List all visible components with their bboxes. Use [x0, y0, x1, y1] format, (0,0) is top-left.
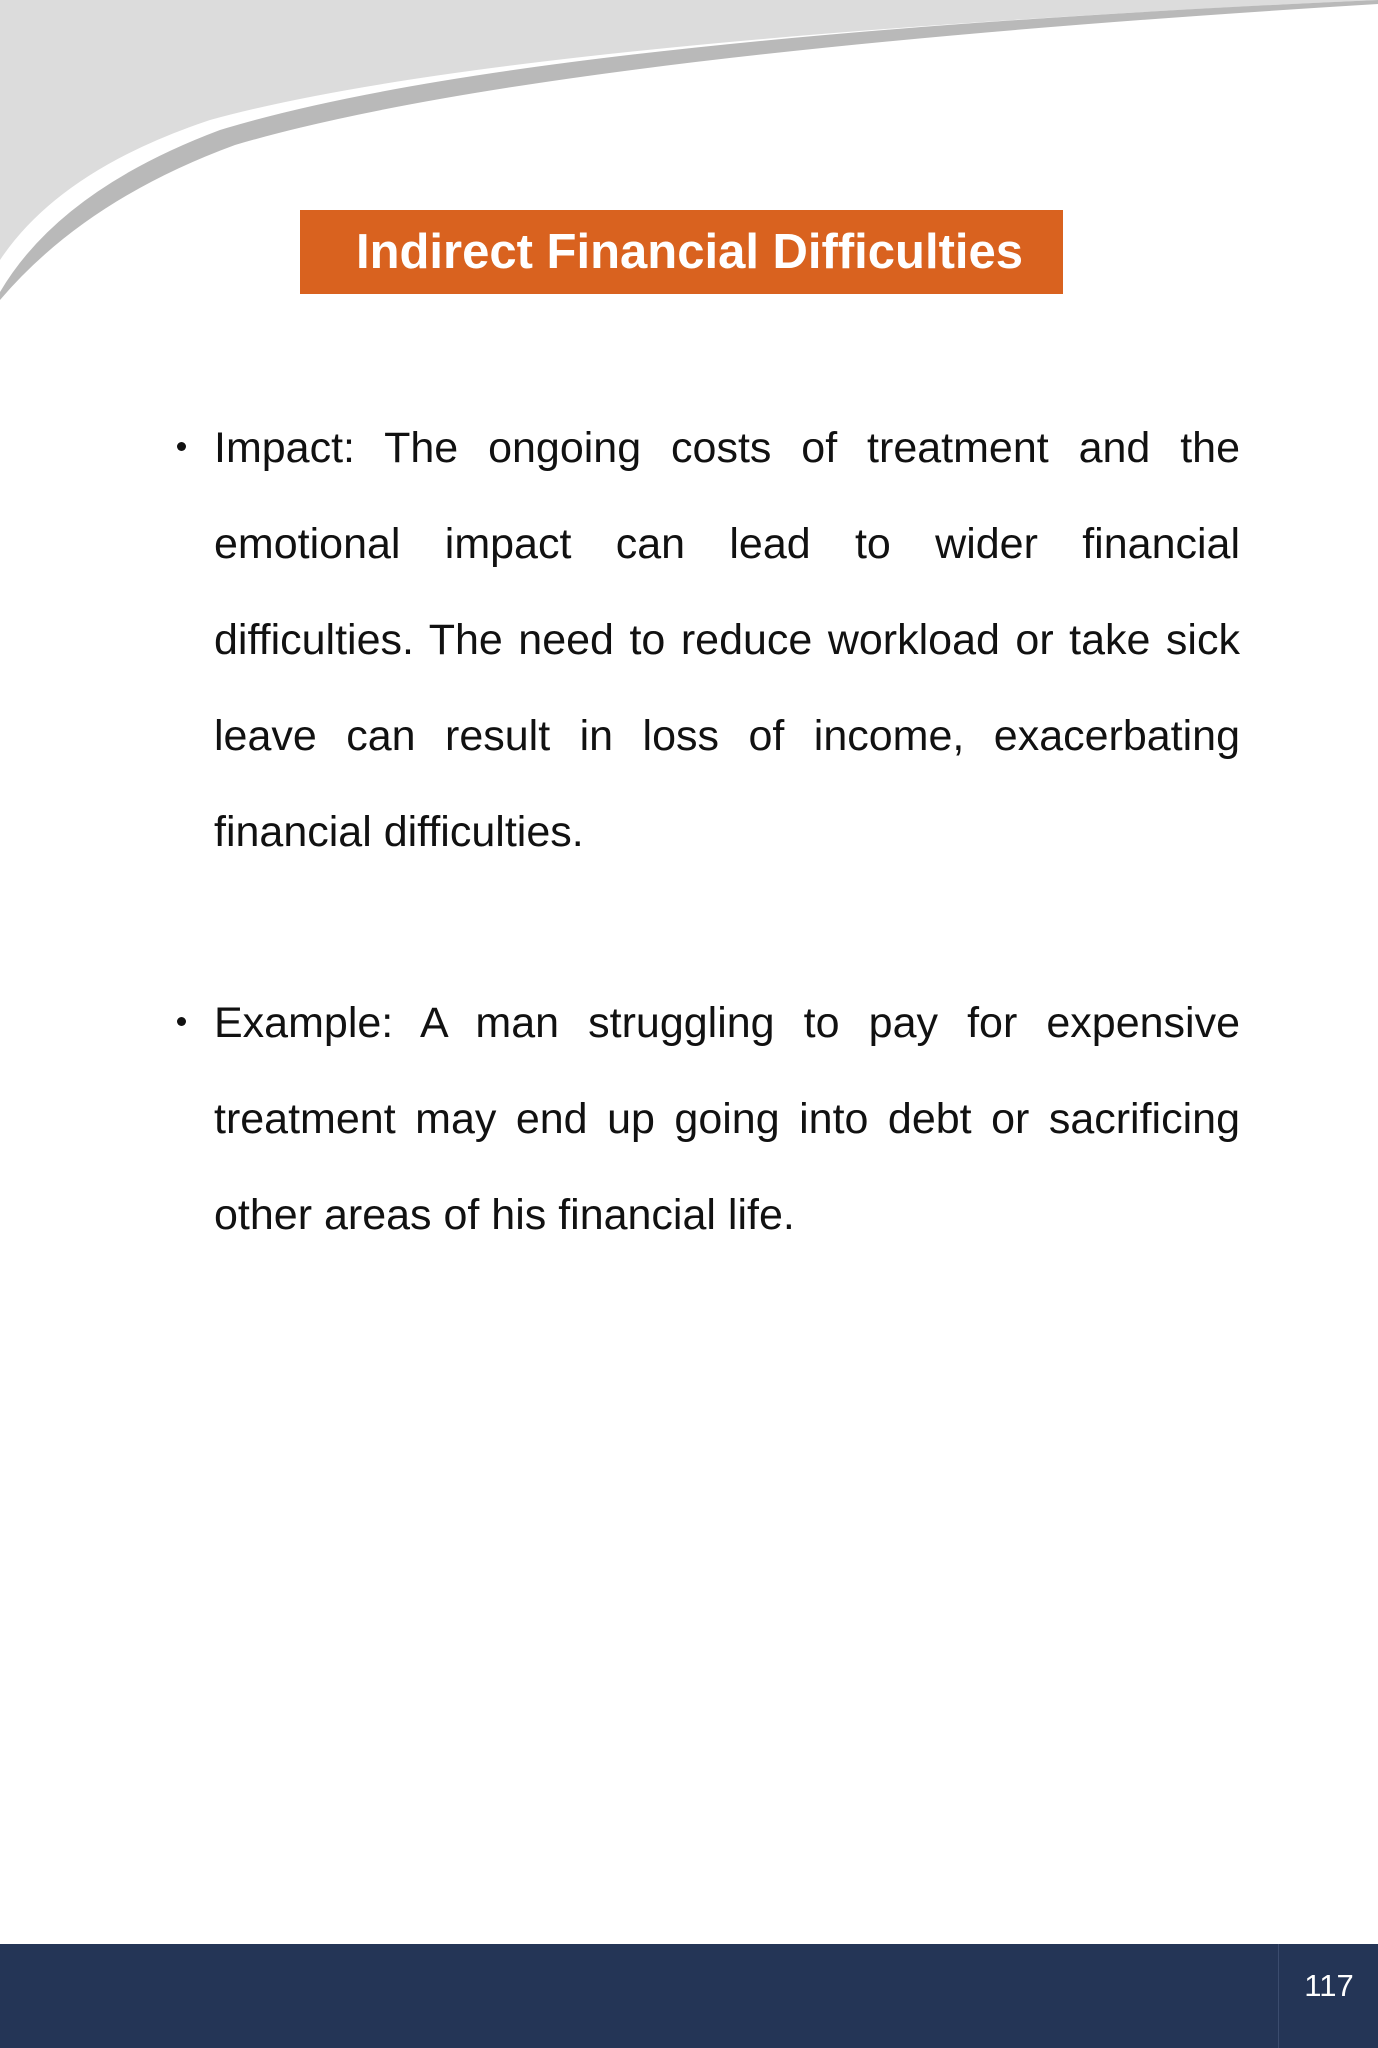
content-body: [170, 400, 1240, 1263]
bullet-text: Example: A man struggling to pay for expensive treatment may end up going into debt or sacrificing other areas of his financial life.: [214, 999, 1240, 1239]
page-number: 117: [1304, 1968, 1354, 2003]
title-banner: [300, 210, 1063, 294]
bullet-item-example: [170, 975, 1240, 1263]
bullet-dot-icon: [177, 442, 186, 451]
bullet-dot-icon: [177, 1017, 186, 1026]
page-title: Indirect Financial Difficulties: [355, 225, 1024, 279]
footer-bar: [0, 1944, 1378, 2048]
bullet-item-impact: [170, 400, 1240, 880]
footer-divider: [1278, 1944, 1279, 2048]
bullet-text: Impact: The ongoing costs of treatment and the emotional impact can lead to wider financial difficulties. The need to reduce workload or take sick leave can result in loss of income, exacerbating financial difficulties.: [214, 424, 1240, 856]
